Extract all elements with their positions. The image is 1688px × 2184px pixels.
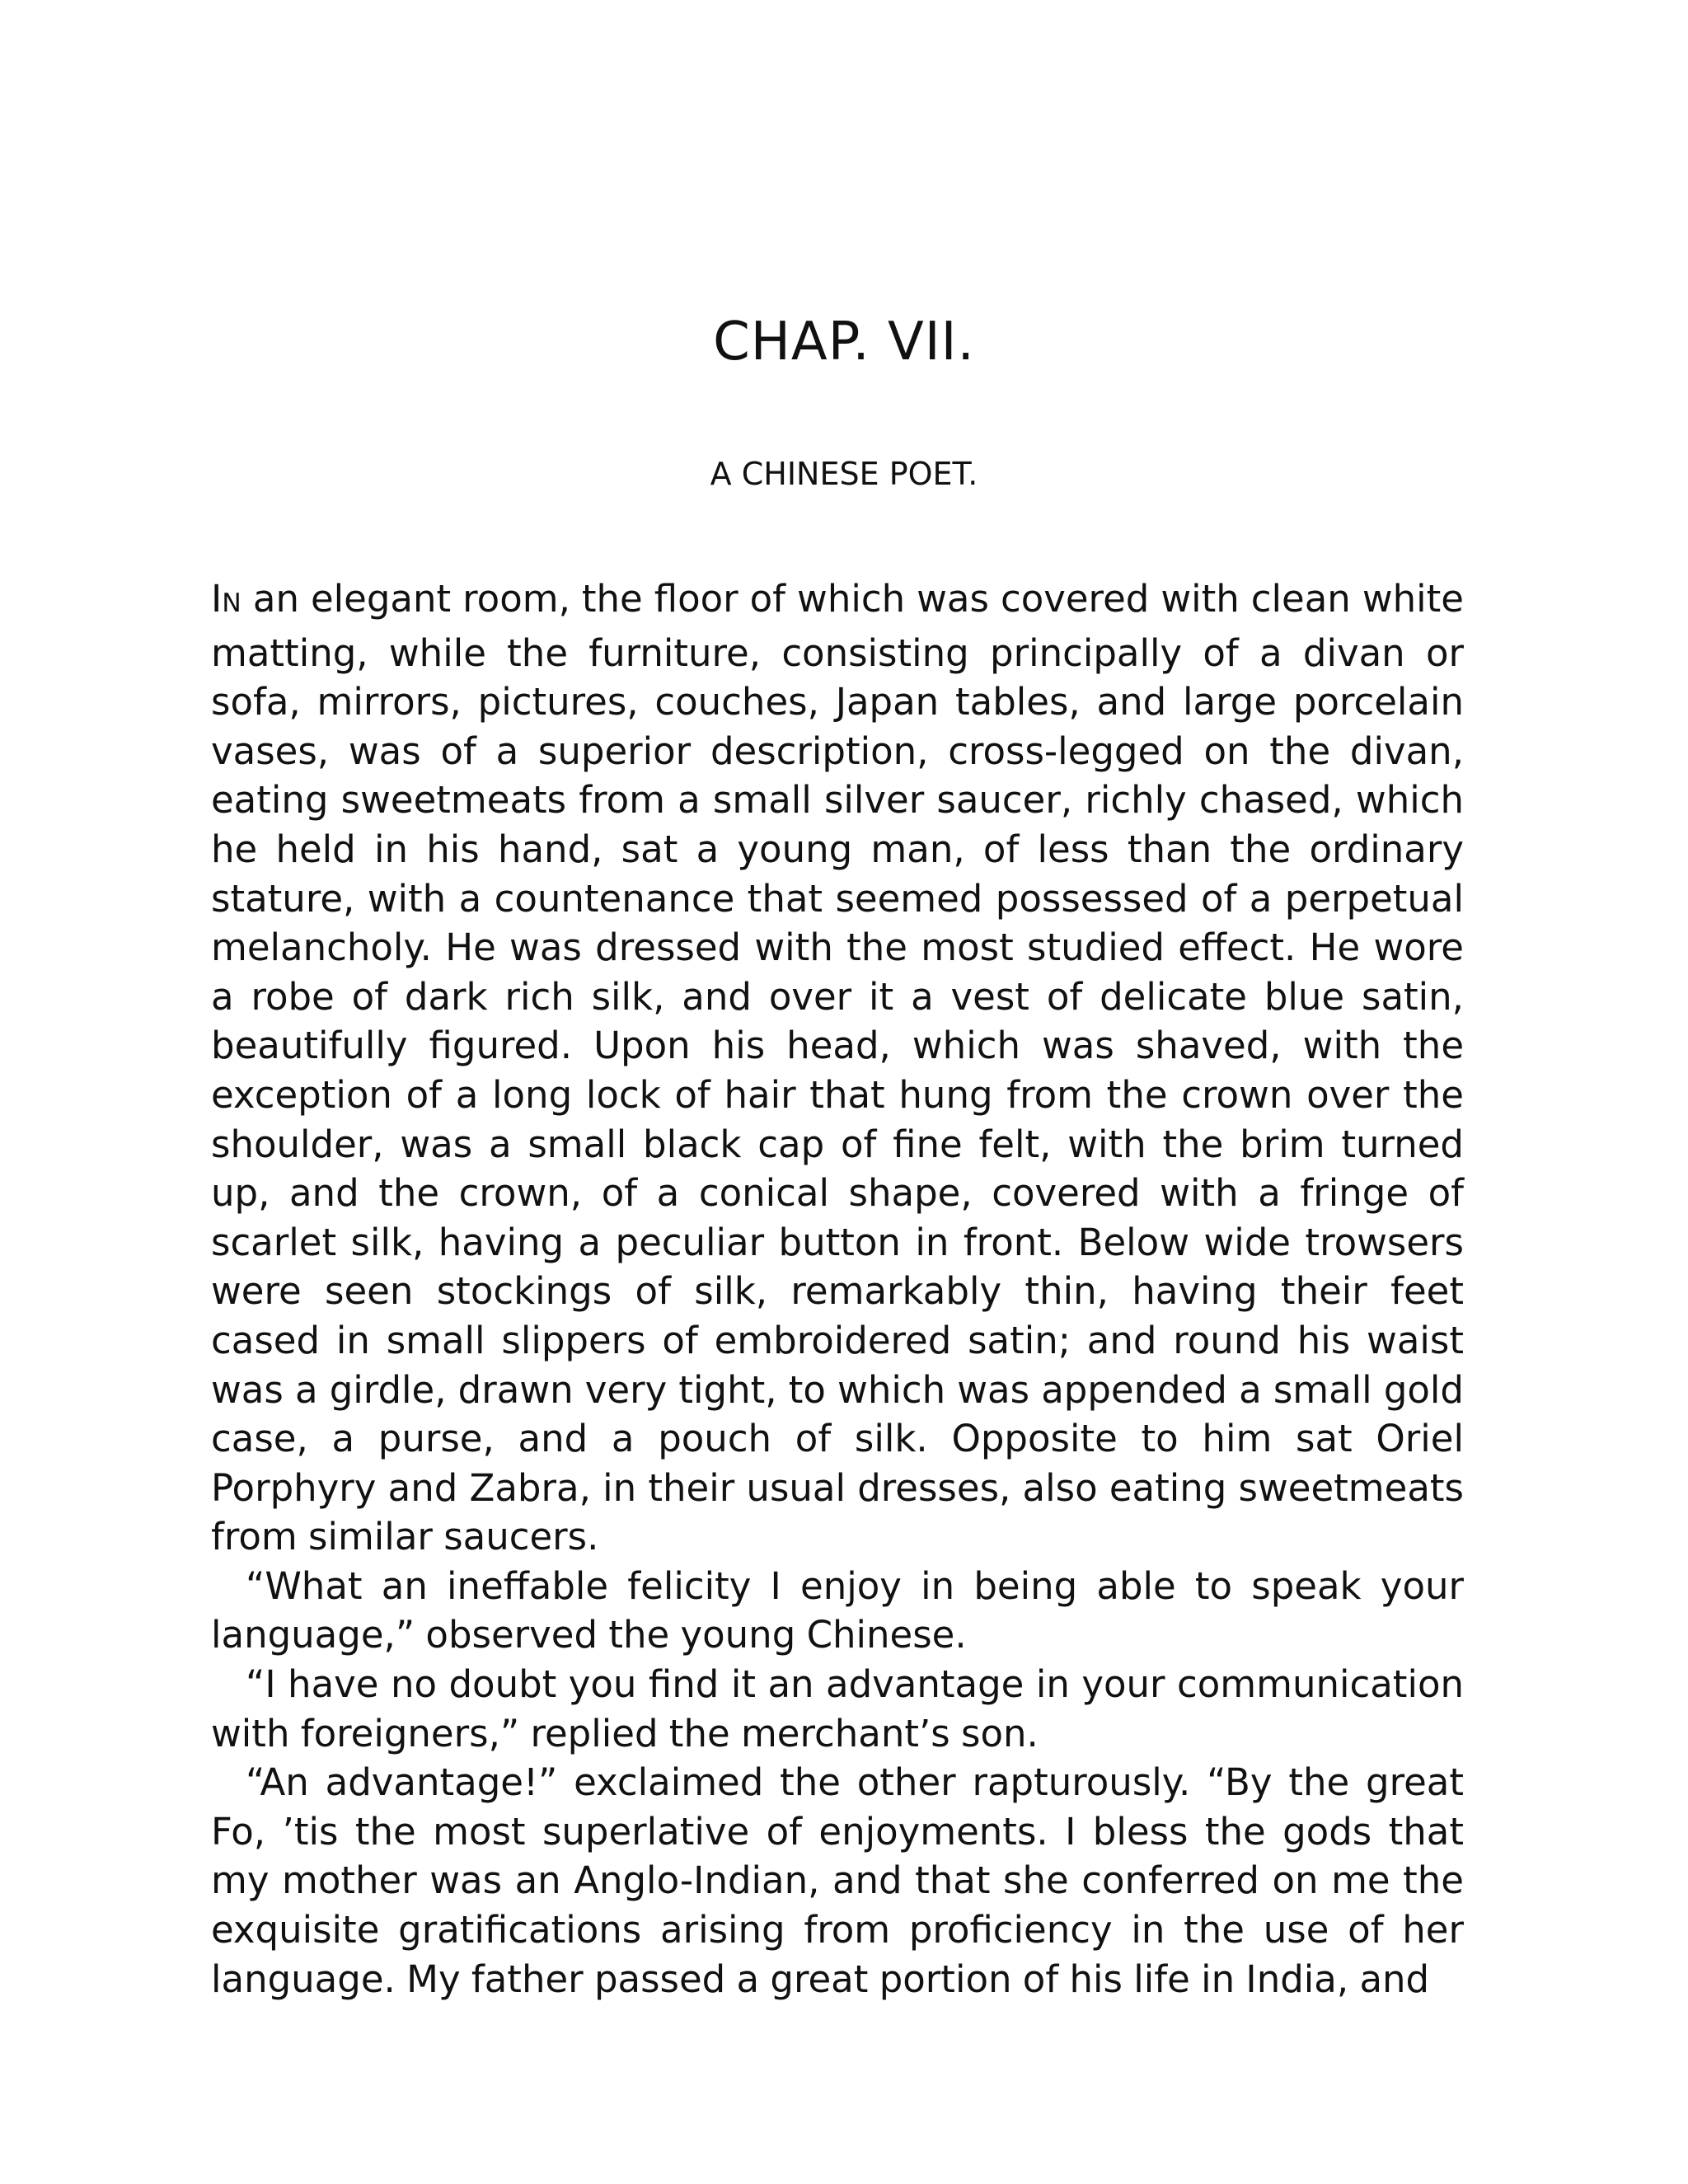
body-text — [211, 574, 1464, 2004]
chapter-subtitle: A CHINESE POET. — [710, 456, 978, 492]
paragraph-1 — [211, 574, 1464, 1562]
paragraph-4: “An advantage!” exclaimed the other rapturously. “By the great Fo, ’tis the most superlative of enjoyments. I bless the gods that my mother was an Anglo-Indian, and that she conferred on me the exquisite gratifications arising from proficiency in the use of her language. My father passed a great portion of his life in India, and — [211, 1760, 1464, 2001]
paragraph-2: “What an ineffable felicity I enjoy in being able to speak your language,” observed the young Chinese. — [211, 1563, 1464, 1657]
dropcap-smallcap: N — [222, 588, 241, 618]
paragraph-1-text: an elegant room, the floor of which was covered with clean white matting, while the furniture, consisting principally of a divan or sofa, mirrors, pictures, couches, Japan tables, and large porcelain vases, was of a superior description, cross-legged on the divan, eating sweetmeats from a small silver saucer, richly chased, which he held in his hand, sat a young man, of less than the ordinary stature, with a countenance that seemed possessed of a perpetual melancholy. He was dressed with the most studied effect. He wore a robe of dark rich silk, and over it a vest of delicate blue satin, beautifully figured. Upon his head, which was shaved, with the exception of a long lock of hair that hung from the crown over the shoulder, was a small black cap of fine felt, with the brim turned up, and the crown, of a conical shape, covered with a fringe of scarlet silk, having a peculiar button in front. Below wide trowsers were seen stockings of silk, remarkably thin, having their feet cased in small slippers of embroidered satin; and round his waist was a girdle, drawn very tight, to which was appended a small gold case, a purse, and a pouch of silk. Opposite to him sat Oriel Porphyry and Zabra, in their usual dresses, also eating sweetmeats from similar saucers. — [211, 577, 1464, 1559]
chapter-title: CHAP. VII. — [713, 312, 975, 373]
dropcap-initial: I — [211, 577, 223, 621]
paragraph-3: “I have no doubt you find it an advantage in your communication with foreigners,” replied the merchant’s son. — [211, 1662, 1464, 1755]
